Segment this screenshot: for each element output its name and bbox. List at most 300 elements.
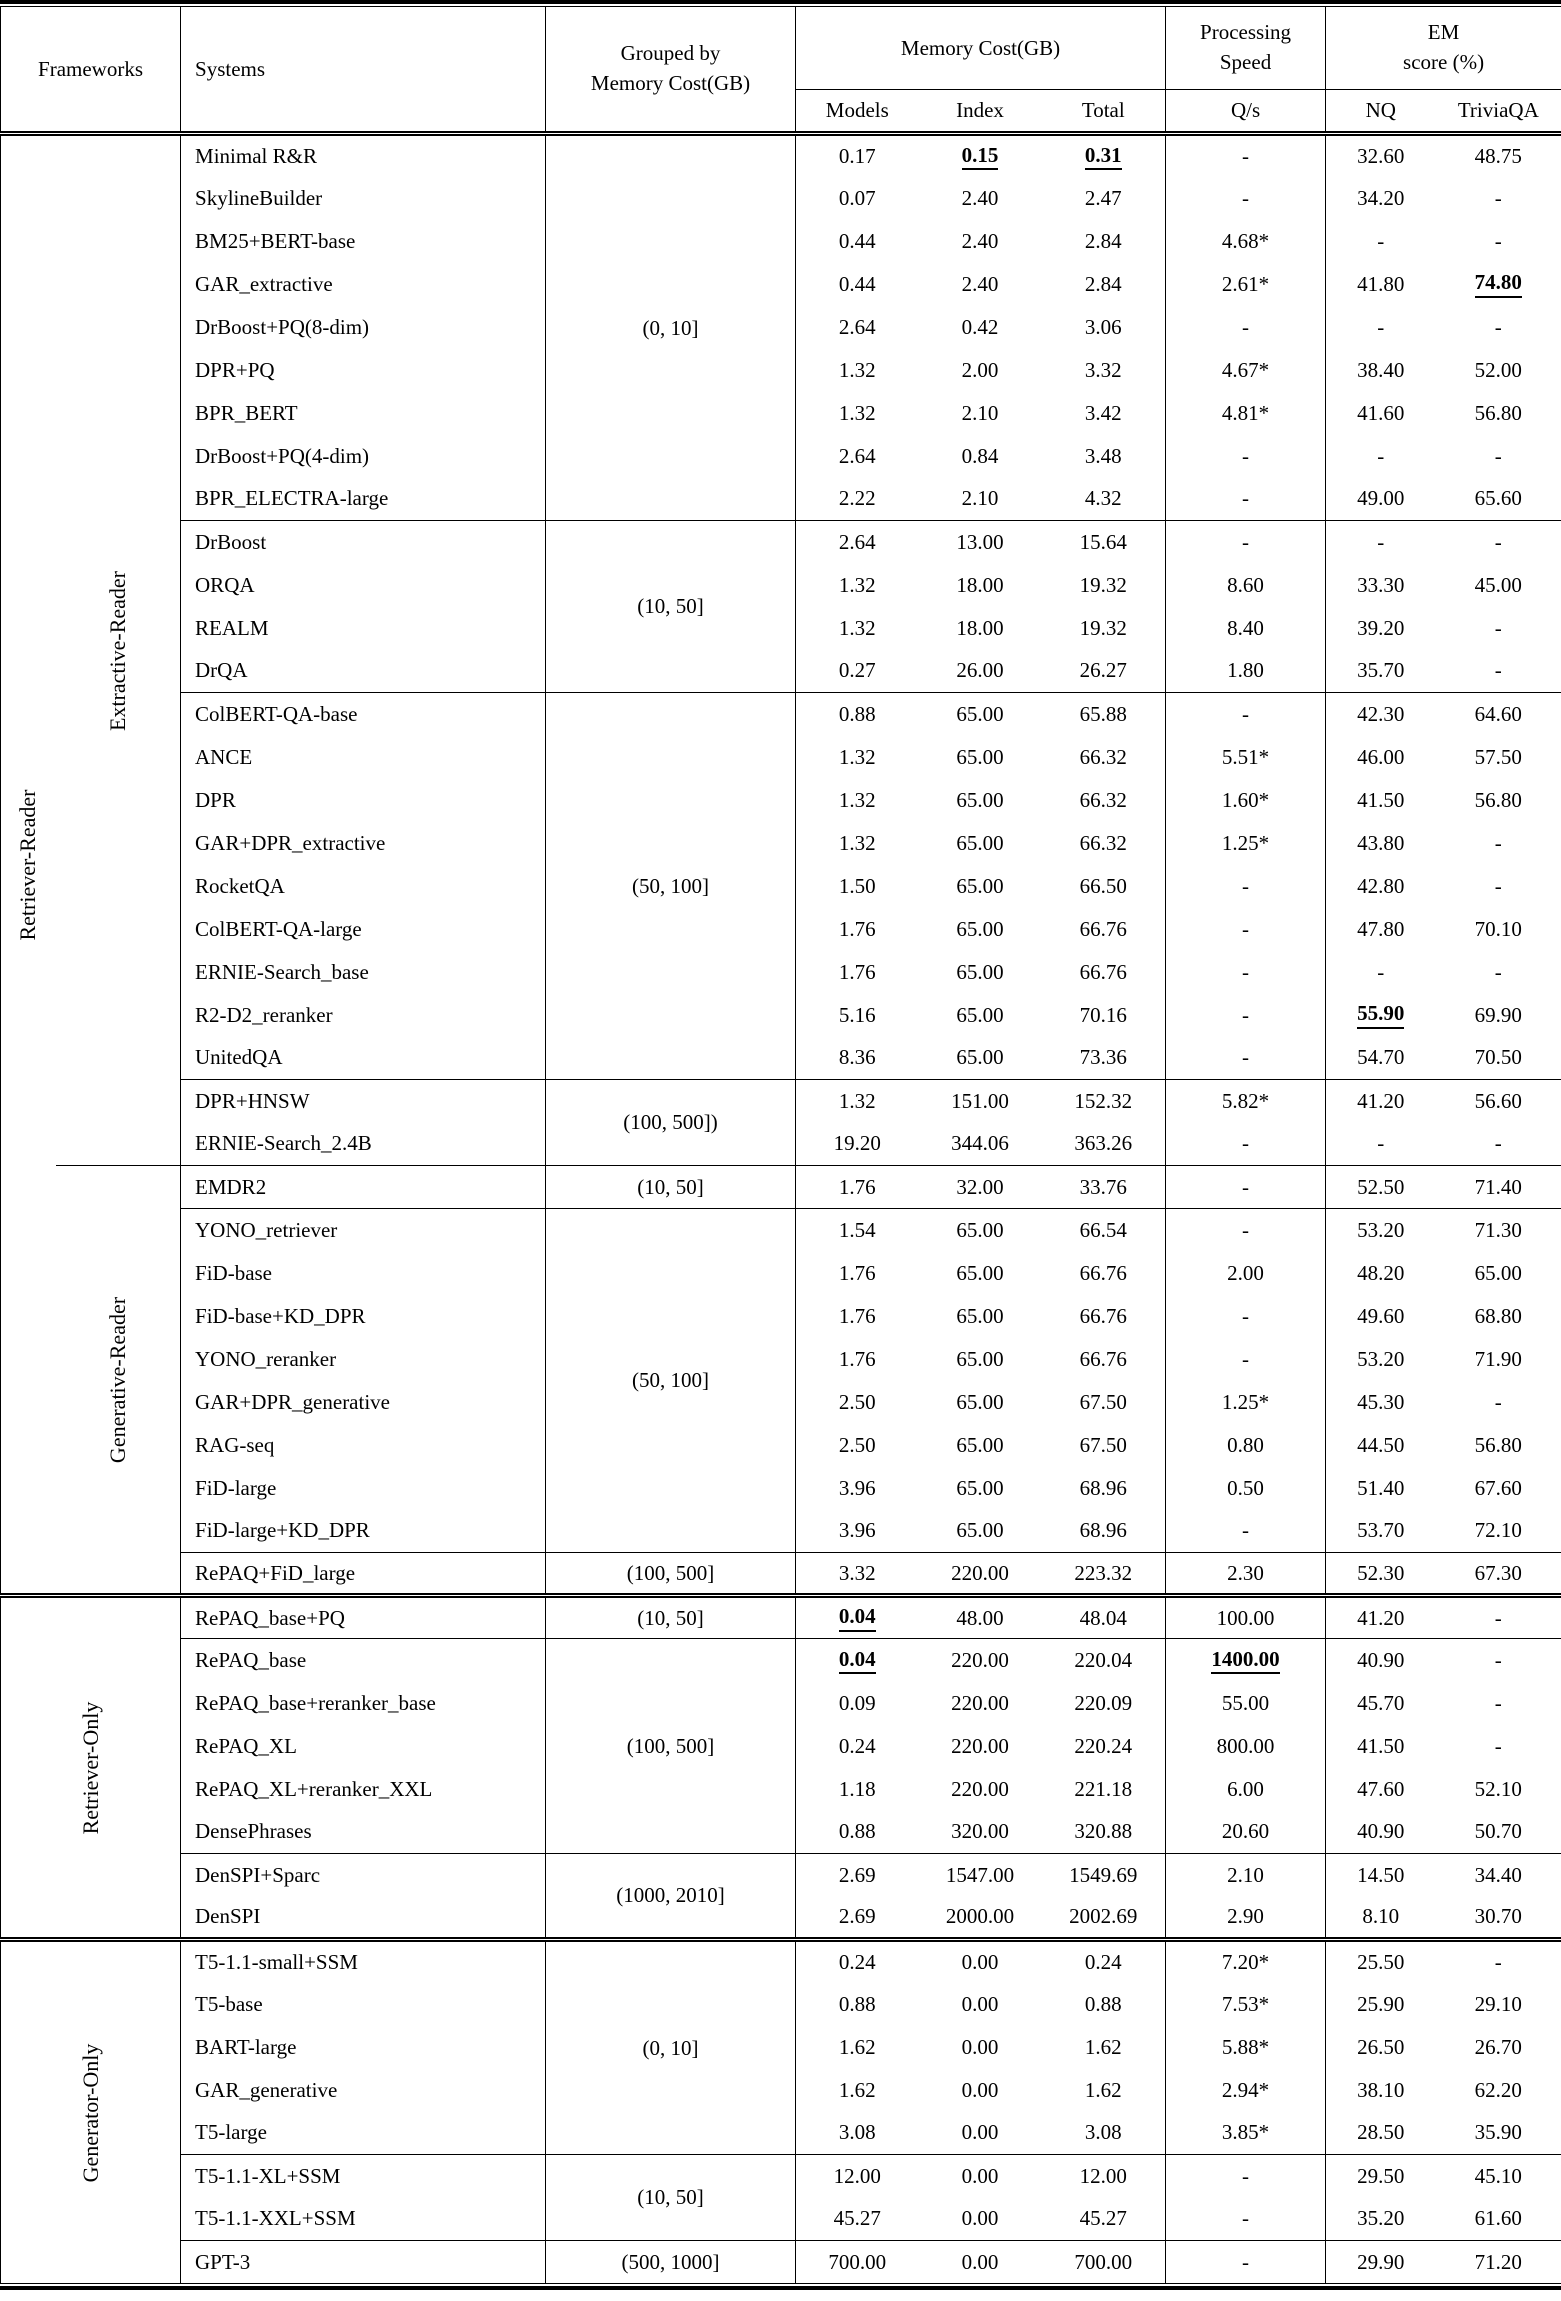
system-name: DPR+HNSW (195, 1088, 310, 1113)
em-score-label-line1: EM (1427, 20, 1460, 45)
system-name-cell (181, 1080, 546, 1123)
memory-group-range: (100, 500] (626, 1733, 715, 1758)
index-cell-value: 2.00 (961, 357, 999, 382)
index-cell (919, 392, 1042, 435)
nq-cell (1326, 2155, 1436, 2198)
models-cell-value: 1.32 (838, 615, 876, 640)
total-cell (1042, 2241, 1166, 2284)
system-name-cell (181, 349, 546, 392)
models-cell (796, 1596, 919, 1639)
index-cell (919, 177, 1042, 220)
triviaqa-cell (1436, 908, 1561, 951)
system-name-cell (181, 650, 546, 693)
nq-cell-value: 46.00 (1357, 744, 1405, 769)
triviaqa-cell-value: - (1494, 228, 1502, 253)
memory-group-range: (10, 50] (637, 1174, 704, 1199)
triviaqa-cell-value: 57.50 (1474, 744, 1522, 769)
memory-group-range: (100, 500] (626, 1560, 715, 1585)
memory-group-cell (546, 1639, 796, 1854)
total-cell-value: 66.76 (1079, 1346, 1127, 1371)
total-cell (1042, 2155, 1166, 2198)
index-cell (919, 779, 1042, 822)
qs-cell-value: - (1242, 443, 1250, 468)
framework-label (1, 1940, 181, 2284)
system-name: YONO_retriever (195, 1217, 338, 1242)
triviaqa-cell (1436, 1854, 1561, 1897)
index-cell (919, 521, 1042, 564)
total-cell-value: 66.76 (1079, 1260, 1127, 1285)
total-cell (1042, 1381, 1166, 1424)
system-name: DensePhrases (195, 1819, 312, 1844)
system-name-cell (181, 1338, 546, 1381)
triviaqa-cell-value: 29.10 (1474, 1991, 1522, 2016)
models-cell (796, 1897, 919, 1940)
processing-speed-label-line1: Processing (1200, 20, 1292, 45)
system-name-cell (181, 1897, 546, 1940)
index-cell-value: 65.00 (956, 1389, 1004, 1414)
nq-cell-value: 54.70 (1357, 1045, 1405, 1070)
nq-cell (1326, 1682, 1436, 1725)
models-cell-value: 3.96 (838, 1518, 876, 1543)
qs-cell-value: 1.60* (1221, 787, 1270, 812)
triviaqa-cell (1436, 2155, 1561, 2198)
system-name: DenSPI+Sparc (195, 1862, 321, 1887)
qs-cell (1166, 693, 1326, 736)
index-cell (919, 1037, 1042, 1080)
memory-group-range: (50, 100] (632, 1368, 710, 1392)
index-cell-value: 65.00 (956, 787, 1004, 812)
qs-cell-value: - (1242, 1131, 1250, 1156)
memory-group-cell (546, 1209, 796, 1553)
triviaqa-cell-value: 72.10 (1474, 1518, 1522, 1543)
triviaqa-cell (1436, 1940, 1561, 1983)
qs-cell-value: 1400.00 (1211, 1648, 1279, 1674)
total-cell (1042, 1811, 1166, 1854)
memory-group-cell (546, 1166, 796, 1209)
qs-cell (1166, 306, 1326, 349)
system-name: FiD-base (195, 1260, 273, 1285)
models-cell (796, 650, 919, 693)
total-cell-value: 33.76 (1079, 1174, 1127, 1199)
models-cell (796, 306, 919, 349)
col-header-em-score (1326, 7, 1561, 90)
total-cell (1042, 1209, 1166, 1252)
nq-cell (1326, 220, 1436, 263)
total-header-label: Total (1081, 98, 1125, 122)
models-cell (796, 220, 919, 263)
index-header-label: Index (956, 98, 1004, 122)
total-cell (1042, 1682, 1166, 1725)
qs-cell (1166, 1553, 1326, 1596)
qs-cell-value: - (1242, 486, 1250, 511)
nq-cell-value: 38.10 (1357, 2077, 1405, 2102)
nq-cell-value: 55.90 (1357, 1002, 1404, 1028)
nq-cell (1326, 1940, 1436, 1983)
total-cell-value: 1549.69 (1069, 1862, 1138, 1887)
system-name-cell (181, 1037, 546, 1080)
models-cell (796, 1983, 919, 2026)
qs-cell (1166, 908, 1326, 951)
qs-cell-value: - (1242, 916, 1250, 941)
index-cell (919, 1467, 1042, 1510)
total-cell (1042, 1295, 1166, 1338)
index-cell (919, 865, 1042, 908)
triviaqa-cell-value: 30.70 (1474, 1904, 1522, 1929)
models-cell-value: 19.20 (833, 1131, 881, 1156)
col-header-grouped-by (546, 7, 796, 134)
qs-cell-value: - (1242, 1045, 1250, 1070)
models-cell-value: 5.16 (838, 1002, 876, 1027)
qs-cell (1166, 1037, 1326, 1080)
system-name: GPT-3 (195, 2249, 251, 2274)
triviaqa-cell (1436, 1725, 1561, 1768)
index-cell (919, 607, 1042, 650)
nq-cell-value: 51.40 (1357, 1475, 1405, 1500)
index-cell-value: 0.00 (961, 2163, 999, 2188)
triviaqa-cell (1436, 1123, 1561, 1166)
nq-cell-value: 29.50 (1357, 2163, 1405, 2188)
memory-group-range: (50, 100] (632, 873, 710, 898)
index-cell-value: 2.10 (961, 400, 999, 425)
nq-cell-value: 41.20 (1357, 1605, 1405, 1630)
triviaqa-cell-value: 64.60 (1474, 701, 1522, 726)
qs-cell-value: 2.00 (1227, 1260, 1264, 1285)
system-name-cell (181, 2155, 546, 2198)
nq-cell-value: - (1377, 529, 1385, 554)
models-cell (796, 1166, 919, 1209)
total-cell (1042, 1725, 1166, 1768)
models-cell-value: 1.76 (838, 959, 876, 984)
models-cell-value: 2.64 (838, 529, 876, 554)
system-name-cell (181, 1725, 546, 1768)
nq-cell (1326, 1854, 1436, 1897)
system-name-cell (181, 2026, 546, 2069)
nq-cell (1326, 1381, 1436, 1424)
memory-group-range: (10, 50] (637, 2185, 704, 2209)
system-name: DrBoost+PQ(8-dim) (195, 314, 370, 339)
system-name-cell (181, 263, 546, 306)
total-cell (1042, 177, 1166, 220)
models-cell (796, 736, 919, 779)
total-cell-value: 221.18 (1074, 1776, 1133, 1801)
index-cell-value: 0.00 (961, 2034, 999, 2059)
memory-group-range: (10, 50] (637, 594, 704, 618)
total-cell (1042, 1080, 1166, 1123)
total-cell (1042, 306, 1166, 349)
index-cell (919, 220, 1042, 263)
table-row (1, 134, 1561, 177)
total-cell (1042, 1940, 1166, 1983)
nq-cell-value: - (1377, 1131, 1385, 1156)
triviaqa-cell (1436, 1682, 1561, 1725)
triviaqa-header-label: TriviaQA (1457, 98, 1539, 122)
qs-cell (1166, 1295, 1326, 1338)
models-cell (796, 1940, 919, 1983)
nq-cell-value: 42.30 (1357, 701, 1405, 726)
system-name: BPR_BERT (195, 400, 298, 425)
nq-cell (1326, 1510, 1436, 1553)
nq-cell (1326, 607, 1436, 650)
triviaqa-cell-value: - (1494, 830, 1502, 855)
triviaqa-cell-value: - (1494, 1949, 1502, 1974)
index-cell (919, 1596, 1042, 1639)
nq-cell-value: 53.20 (1357, 1346, 1405, 1371)
models-cell (796, 2112, 919, 2155)
triviaqa-cell (1436, 564, 1561, 607)
qs-cell (1166, 1381, 1326, 1424)
system-name-cell (181, 1596, 546, 1639)
total-cell-value: 220.24 (1074, 1733, 1133, 1758)
system-name: ERNIE-Search_base (195, 959, 369, 984)
triviaqa-cell-value: - (1494, 959, 1502, 984)
models-cell-value: 0.04 (839, 1648, 876, 1674)
triviaqa-cell-value: 34.40 (1474, 1862, 1522, 1887)
models-cell (796, 1338, 919, 1381)
qs-cell-value: - (1242, 1303, 1250, 1328)
nq-cell (1326, 306, 1436, 349)
total-cell-value: 66.32 (1079, 787, 1127, 812)
system-name: DrBoost (195, 529, 267, 554)
nq-cell-value: 53.70 (1357, 1518, 1405, 1543)
nq-cell-value: 48.20 (1357, 1260, 1405, 1285)
qs-cell-value: 5.88* (1221, 2034, 1270, 2059)
nq-cell (1326, 1080, 1436, 1123)
total-cell-value: 73.36 (1079, 1045, 1127, 1070)
triviaqa-cell-value: 35.90 (1474, 2120, 1522, 2145)
system-name-cell (181, 736, 546, 779)
nq-cell-value: - (1377, 959, 1385, 984)
framework-label (1, 1596, 181, 1940)
qs-cell-value: 8.40 (1227, 615, 1264, 640)
qs-cell (1166, 1682, 1326, 1725)
qs-cell-value: 1.25* (1221, 1389, 1270, 1414)
qs-cell (1166, 1811, 1326, 1854)
nq-cell (1326, 1768, 1436, 1811)
models-cell-value: 1.50 (838, 873, 876, 898)
memory-group-cell (546, 693, 796, 1080)
models-cell-value: 1.32 (838, 830, 876, 855)
system-name: BART-large (195, 2034, 297, 2059)
nq-cell-value: 49.60 (1357, 1303, 1405, 1328)
total-cell-value: 65.88 (1079, 701, 1127, 726)
total-cell-value: 2.84 (1084, 271, 1122, 296)
qs-cell (1166, 263, 1326, 306)
nq-cell (1326, 822, 1436, 865)
triviaqa-cell (1436, 1295, 1561, 1338)
system-name: FiD-base+KD_DPR (195, 1303, 366, 1328)
index-cell (919, 1295, 1042, 1338)
memory-group-cell (546, 134, 796, 521)
qs-cell-value: - (1242, 1518, 1250, 1543)
grouped-by-label-line2: Memory Cost(GB) (590, 71, 751, 95)
total-cell (1042, 994, 1166, 1037)
index-cell-value: 65.00 (956, 1518, 1004, 1543)
nq-cell-value: 25.50 (1357, 1949, 1405, 1974)
models-cell (796, 1510, 919, 1553)
models-cell-value: 1.76 (838, 916, 876, 941)
triviaqa-cell (1436, 1424, 1561, 1467)
triviaqa-cell-value: 62.20 (1474, 2077, 1522, 2102)
em-score-label-line2: score (%) (1403, 50, 1485, 74)
models-cell-value: 0.24 (838, 1733, 876, 1758)
triviaqa-cell-value: 50.70 (1474, 1819, 1522, 1844)
system-name-cell (181, 908, 546, 951)
models-cell (796, 263, 919, 306)
triviaqa-cell (1436, 1080, 1561, 1123)
nq-cell-value: 35.70 (1357, 658, 1405, 683)
index-cell (919, 1424, 1042, 1467)
index-cell-value: 18.00 (956, 615, 1004, 640)
index-cell (919, 1768, 1042, 1811)
col-header-nq (1326, 90, 1436, 134)
models-cell-value: 2.69 (838, 1862, 876, 1887)
total-cell-value: 67.50 (1079, 1389, 1127, 1414)
index-cell (919, 650, 1042, 693)
system-name: ColBERT-QA-large (195, 916, 362, 941)
models-cell-value: 1.32 (838, 400, 876, 425)
triviaqa-cell (1436, 1510, 1561, 1553)
qs-cell-value: 7.20* (1221, 1949, 1270, 1974)
triviaqa-cell (1436, 263, 1561, 306)
models-cell-value: 8.36 (838, 1045, 876, 1070)
nq-cell (1326, 1983, 1436, 2026)
index-cell (919, 822, 1042, 865)
triviaqa-cell (1436, 1166, 1561, 1209)
index-cell (919, 2112, 1042, 2155)
qs-cell (1166, 1338, 1326, 1381)
triviaqa-cell (1436, 736, 1561, 779)
triviaqa-cell (1436, 435, 1561, 478)
index-cell-value: 2.40 (961, 271, 999, 296)
triviaqa-cell-value: 71.40 (1474, 1174, 1522, 1199)
system-name: RePAQ+FiD_large (195, 1560, 356, 1585)
nq-cell-value: 41.50 (1357, 1733, 1405, 1758)
index-cell (919, 1940, 1042, 1983)
models-cell-value: 0.04 (839, 1605, 876, 1631)
qs-cell-value: 5.51* (1221, 744, 1270, 769)
qs-cell (1166, 2026, 1326, 2069)
system-name: RePAQ_XL (195, 1733, 297, 1758)
frameworks-header-label: Frameworks (38, 56, 143, 81)
system-name: FiD-large+KD_DPR (195, 1518, 370, 1543)
models-cell-value: 3.96 (838, 1475, 876, 1500)
models-cell-value: 1.62 (838, 2077, 876, 2102)
index-cell-value: 220.00 (951, 1647, 1009, 1672)
models-cell (796, 521, 919, 564)
framework-label-text: Retriever-Reader (15, 788, 41, 941)
system-name: DPR+PQ (195, 357, 275, 382)
total-cell (1042, 693, 1166, 736)
triviaqa-cell (1436, 2026, 1561, 2069)
triviaqa-cell (1436, 865, 1561, 908)
triviaqa-cell-value: 69.90 (1474, 1002, 1522, 1027)
system-name: T5-1.1-XXL+SSM (195, 2206, 356, 2231)
systems-comparison-table (0, 6, 1561, 2284)
models-cell-value: 0.88 (838, 1991, 876, 2016)
system-name-cell (181, 1983, 546, 2026)
system-name-cell (181, 1166, 546, 1209)
total-cell-value: 66.32 (1079, 830, 1127, 855)
triviaqa-cell (1436, 822, 1561, 865)
qs-cell-value: - (1242, 1002, 1250, 1027)
total-cell (1042, 134, 1166, 177)
memory-group-range: (1000, 2010] (616, 1883, 725, 1907)
system-name-cell (181, 1424, 546, 1467)
qs-cell (1166, 478, 1326, 521)
index-cell (919, 693, 1042, 736)
nq-cell (1326, 951, 1436, 994)
qs-cell (1166, 2155, 1326, 2198)
nq-cell (1326, 1252, 1436, 1295)
system-name-cell (181, 2069, 546, 2112)
triviaqa-cell (1436, 1209, 1561, 1252)
qs-cell-value: - (1242, 314, 1250, 339)
nq-cell (1326, 1037, 1436, 1080)
qs-cell (1166, 1209, 1326, 1252)
triviaqa-cell-value: 26.70 (1474, 2034, 1522, 2059)
qs-cell (1166, 736, 1326, 779)
index-cell (919, 134, 1042, 177)
table-header (1, 7, 1561, 134)
index-cell-value: 65.00 (956, 916, 1004, 941)
total-cell (1042, 478, 1166, 521)
triviaqa-cell-value: - (1494, 1647, 1502, 1672)
processing-speed-label-line2: Speed (1219, 50, 1272, 74)
nq-cell (1326, 134, 1436, 177)
triviaqa-cell-value: 56.80 (1474, 400, 1522, 425)
qs-cell (1166, 2112, 1326, 2155)
triviaqa-cell (1436, 1596, 1561, 1639)
index-cell-value: 65.00 (956, 1260, 1004, 1285)
triviaqa-cell (1436, 1037, 1561, 1080)
total-cell (1042, 2112, 1166, 2155)
index-cell (919, 951, 1042, 994)
models-cell (796, 2155, 919, 2198)
models-cell-value: 1.32 (838, 572, 876, 597)
index-cell-value: 2.40 (961, 185, 999, 210)
index-cell-value: 65.00 (956, 959, 1004, 984)
nq-cell (1326, 2241, 1436, 2284)
models-cell-value: 1.62 (838, 2034, 876, 2059)
index-cell (919, 2026, 1042, 2069)
system-name: SkylineBuilder (195, 185, 323, 210)
models-cell-value: 2.64 (838, 443, 876, 468)
models-cell-value: 2.69 (838, 1904, 876, 1929)
models-cell (796, 1553, 919, 1596)
models-cell (796, 349, 919, 392)
qs-cell-value: 800.00 (1216, 1733, 1275, 1758)
total-cell-value: 152.32 (1074, 1088, 1133, 1113)
models-cell (796, 2069, 919, 2112)
nq-cell (1326, 2198, 1436, 2241)
triviaqa-cell (1436, 1467, 1561, 1510)
system-name: GAR_generative (195, 2077, 338, 2102)
triviaqa-cell-value: 56.80 (1474, 1432, 1522, 1457)
qs-cell-value: - (1242, 701, 1250, 726)
triviaqa-cell (1436, 951, 1561, 994)
qs-cell (1166, 1725, 1326, 1768)
nq-cell-value: 43.80 (1357, 830, 1405, 855)
index-cell-value: 65.00 (956, 1475, 1004, 1500)
system-name: RePAQ_base+reranker_base (195, 1690, 436, 1715)
nq-cell-value: - (1377, 228, 1385, 253)
nq-cell (1326, 349, 1436, 392)
memory-group-cell (546, 1080, 796, 1166)
total-cell (1042, 1596, 1166, 1639)
qs-cell-value: - (1242, 185, 1250, 210)
models-cell-value: 0.27 (838, 658, 876, 683)
memory-cost-group-label: Memory Cost(GB) (900, 35, 1061, 60)
